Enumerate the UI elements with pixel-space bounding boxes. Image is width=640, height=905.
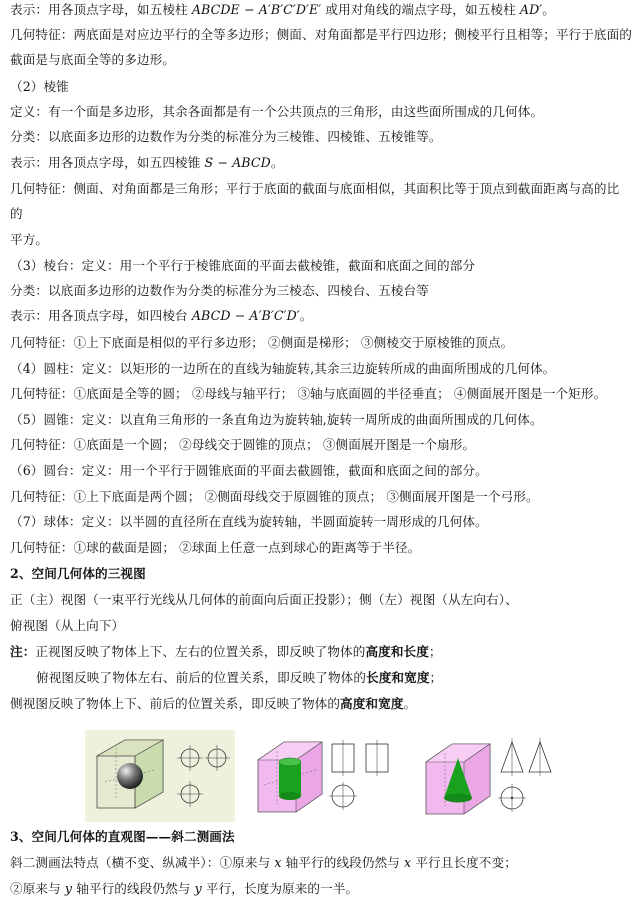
math-expression: AD′ (519, 2, 543, 17)
line-pyramid-features-cont: 的 (10, 206, 23, 221)
math-symbol: x (404, 855, 412, 870)
line-pyramid-features-end: 平方。 (10, 232, 49, 247)
line-pyramid-definition: 定义：有一个面是多边形，其余各面都是有一个公共顶点的三角形，由这些面所围成的几何体。 (10, 104, 544, 119)
line-frustum-classification: 分类：以底面多边形的边数作为分类的标准分为三棱态、四棱台、五棱台等 (10, 283, 429, 298)
line-truncated-cone-features: 几何特征：①上下底面是两个圆； ②侧面母线交于原圆锥的顶点； ③侧面展开图是一个弓形。 (10, 489, 539, 504)
line-cylinder-definition: （4）圆柱：定义：以矩形的一边所在的直线为轴旋转,其余三边旋转所成的曲面所围成的几何体。 (10, 361, 556, 376)
text: 表示：用各顶点字母，如五棱柱 (10, 2, 192, 17)
text: ； (429, 670, 443, 685)
cone-base (444, 794, 472, 803)
text: 侧视图反映了物体上下、前后的位置关系，即反映了物体的 (10, 696, 341, 711)
heading-three-views: 2、空间几何体的三视图 (10, 566, 146, 581)
line-prism-features: 几何特征：两底面是对应边平行的全等多边形；侧面、对角面都是平行四边形；侧棱平行且相等；平行于底面的 (10, 27, 632, 42)
sphere-solid (117, 763, 143, 789)
three-view-figures (85, 730, 555, 822)
math-symbol: y (194, 881, 202, 896)
line-cone-definition: （5）圆锥：定义：以直角三角形的一条直角边为旋转轴,旋转一周所成的曲面所围成的几何体。 (10, 412, 543, 427)
line-three-views-desc: 正（主）视图（一束平行光线从几何体的前面向后面正投影）；侧（左）视图（从左向右）、 (10, 592, 518, 607)
math-expression: S − ABCD (204, 155, 271, 170)
line-frustum-features: 几何特征：①上下底面是相似的平行多边形； ②侧面是梯形； ③侧棱交于原棱锥的顶点。 (10, 335, 514, 350)
math-symbol: x (274, 855, 282, 870)
text: ②原来与 (10, 881, 65, 896)
text: 。 (403, 696, 417, 711)
text: 或用对角线的端点字母，如五棱柱 (321, 2, 520, 17)
line-oblique-y-rule (10, 881, 358, 897)
text: 斜二测画法特点（横不变、纵减半）：①原来与 (10, 855, 275, 870)
text: 。 (542, 2, 555, 17)
text: 表示：用各顶点字母，如四棱台 (10, 308, 192, 323)
line-sphere-definition: （7）球体：定义：以半圆的直径所在直线为旋转轴，半圆面旋转一周形成的几何体。 (10, 514, 488, 529)
cylinder-bottom (279, 792, 301, 800)
text: 。 (299, 308, 313, 323)
line-oblique-x-rule (10, 855, 517, 871)
line-cylinder-features: 几何特征：①底面是全等的圆； ②母线与轴平行； ③轴与底面圆的半径垂直； ④侧面展开图是一个矩形。 (10, 386, 607, 401)
line-frustum-notation (10, 308, 312, 324)
cylinder-solid (279, 762, 301, 796)
text: 平行，长度为原来的一半。 (201, 881, 359, 896)
text: ； (428, 644, 442, 659)
math-symbol: y (64, 881, 73, 896)
math-expression: ABCDE − A′B′C′D′E′ (191, 2, 322, 17)
line-truncated-cone-definition: （6）圆台：定义：用一个平行于圆锥底面的平面去截圆锥，截面和底面之间的部分。 (10, 463, 488, 478)
line-prism-features-cont: 截面是与底面全等的多边形。 (10, 52, 176, 67)
apex-point (511, 797, 513, 799)
line-prism-notation (10, 2, 555, 18)
line-frustum-definition: （3）棱台：定义：用一个平行于棱锥底面的平面去截棱锥，截面和底面之间的部分 (10, 258, 476, 273)
sphere-three-view-figure (85, 730, 235, 822)
heading-oblique-drawing: 3、空间几何体的直观图——斜二测画法 (10, 829, 235, 844)
heading-pyramid: （2）棱锥 (10, 79, 69, 94)
line-pyramid-classification: 分类：以底面多边形的边数作为分类的标准分为三棱锥、四棱锥、五棱锥等。 (10, 129, 442, 144)
math-expression: ABCD − A′B′C′D′ (191, 308, 300, 323)
text: 平行且长度不变； (411, 855, 517, 870)
emphasis: 高度和长度 (365, 644, 429, 659)
cylinder-three-view-figure (250, 730, 400, 822)
text: 轴平行的线段仍然与 (281, 855, 405, 870)
line-sphere-features: 几何特征：①球的截面是圆； ②球面上任意一点到球心的距离等于半径。 (10, 540, 421, 555)
line-note-side-view (10, 696, 416, 712)
line-note-top-view (36, 670, 442, 686)
text: 。 (270, 155, 284, 170)
emphasis: 长度和宽度 (366, 670, 430, 685)
cone-three-view-figure (420, 730, 555, 822)
text: 表示：用各顶点字母，如五四棱锥 (10, 155, 205, 170)
line-pyramid-features: 几何特征：侧面、对角面都是三角形；平行于底面的截面与底面相似，其面积比等于顶点到截面距离与高的比 (10, 181, 620, 196)
text: 轴平行的线段仍然与 (72, 881, 195, 896)
emphasis: 高度和宽度 (340, 696, 404, 711)
line-note-front-view (10, 644, 442, 660)
note-label: 注： (10, 644, 36, 659)
line-three-views-desc-cont: 俯视图（从上向下） (10, 618, 125, 633)
text: 俯视图反映了物体左右、前后的位置关系，即反映了物体的 (36, 670, 367, 685)
line-cone-features: 几何特征：①底面是一个圆； ②母线交于圆锥的顶点； ③侧面展开图是一个扇形。 (10, 437, 476, 452)
cylinder-top (279, 758, 301, 766)
line-pyramid-notation (10, 155, 284, 171)
text: 正视图反映了物体上下、左右的位置关系，即反映了物体的 (35, 644, 366, 659)
